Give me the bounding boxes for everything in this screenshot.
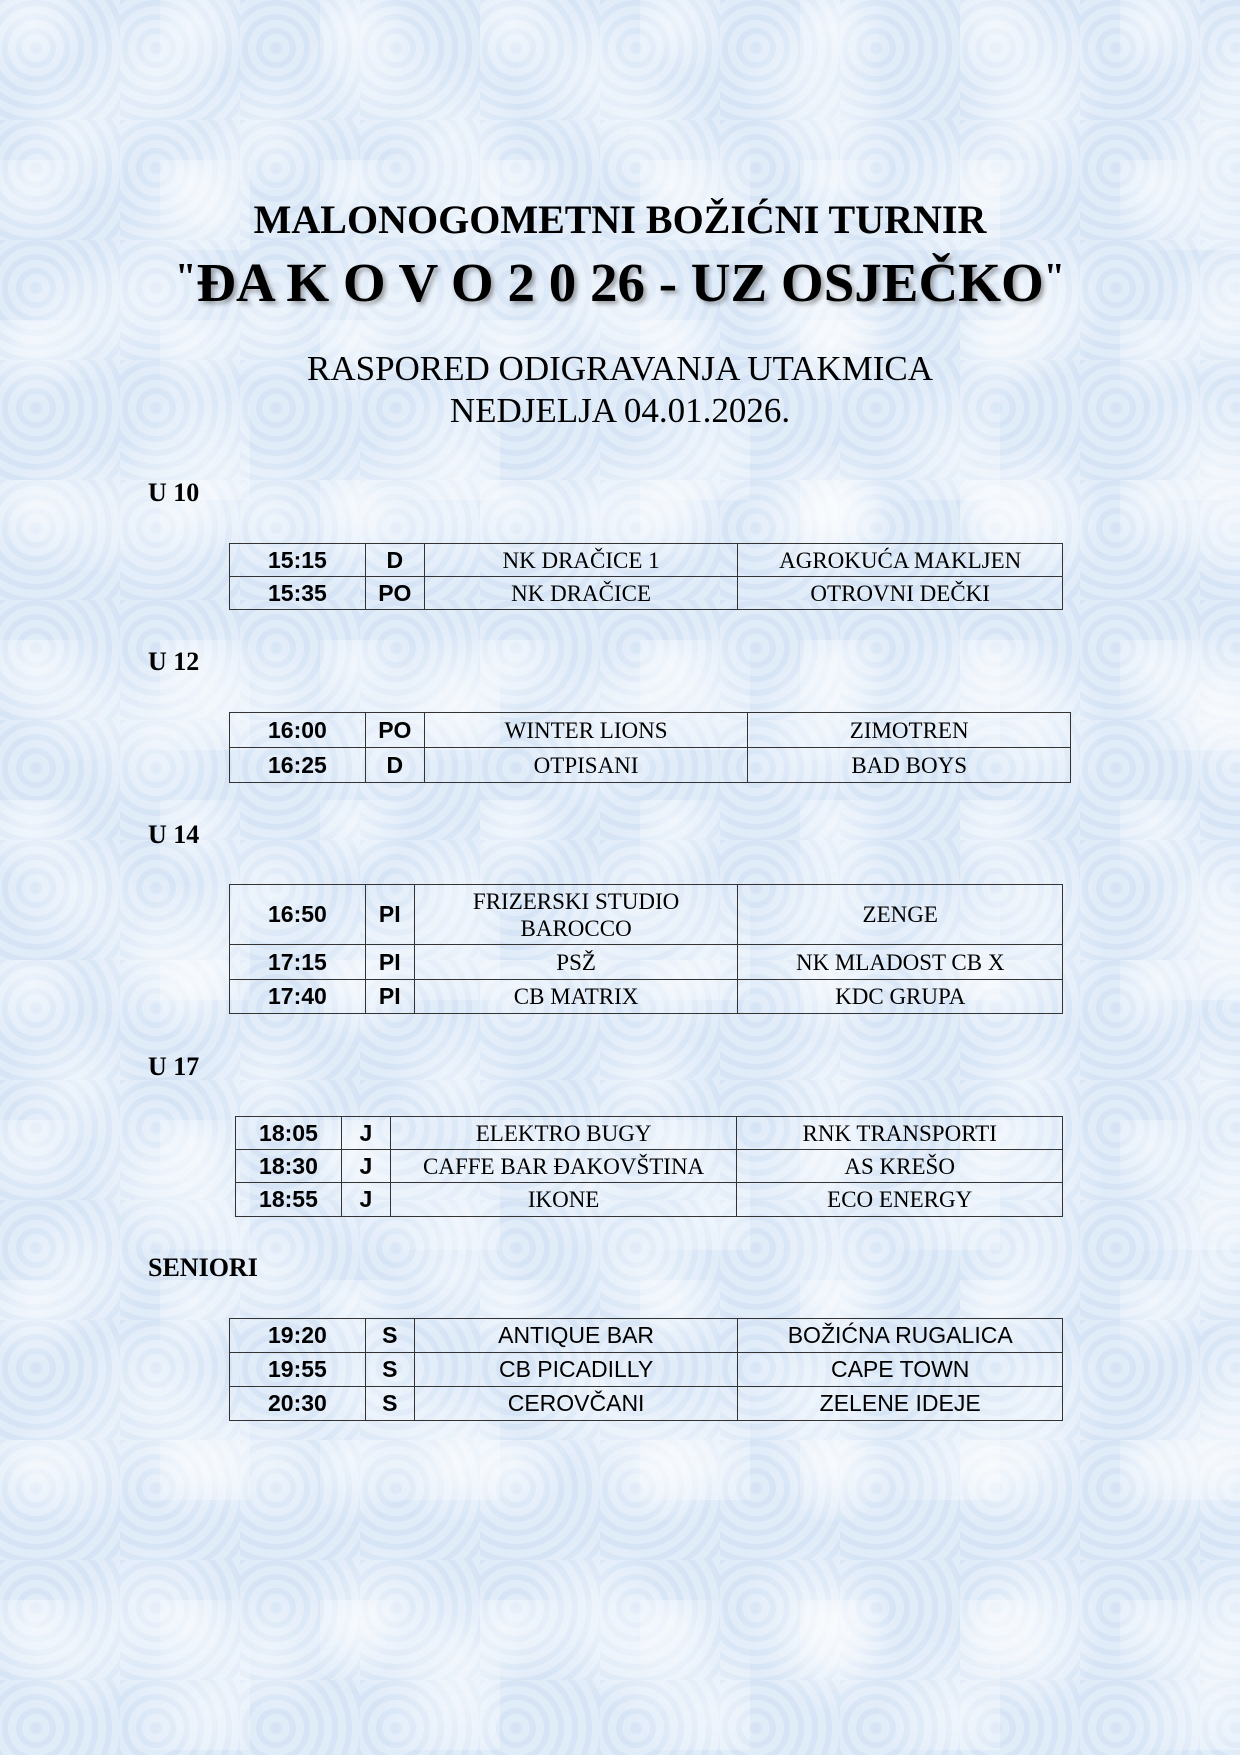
match-code: J <box>341 1183 390 1217</box>
match-code: PO <box>365 713 424 748</box>
table-row <box>230 1387 1063 1421</box>
match-code: PO <box>365 577 424 610</box>
match-code: S <box>365 1319 414 1353</box>
away-team: ZENGE <box>738 885 1063 945</box>
away-team: KDC GRUPA <box>738 980 1063 1014</box>
category-label-seniori: SENIORI <box>148 1253 258 1282</box>
match-time: 16:25 <box>230 748 366 783</box>
schedule-table-u14 <box>229 884 1063 1014</box>
away-team: ECO ENERGY <box>737 1183 1063 1217</box>
away-team: AS KREŠO <box>737 1150 1063 1183</box>
home-team: WINTER LIONS <box>424 713 748 748</box>
schedule-date: NEDJELJA 04.01.2026. <box>449 391 791 430</box>
schedule-table-u12 <box>229 712 1071 783</box>
away-team: RNK TRANSPORTI <box>737 1117 1063 1150</box>
match-time: 16:50 <box>230 885 366 945</box>
category-label-u10: U 10 <box>148 478 200 507</box>
home-team: ANTIQUE BAR <box>414 1319 738 1353</box>
schedule-table-u10 <box>229 543 1063 610</box>
table-row <box>230 544 1063 577</box>
away-team: OTROVNI DEČKI <box>738 577 1063 610</box>
tournament-name <box>0 246 1240 314</box>
home-team: FRIZERSKI STUDIO BAROCCO <box>414 885 738 945</box>
home-team: IKONE <box>390 1183 737 1217</box>
away-team: BOŽIĆNA RUGALICA <box>738 1319 1063 1353</box>
schedule-table-seniori <box>229 1318 1063 1421</box>
table-row <box>230 980 1063 1014</box>
match-time: 15:35 <box>230 577 366 610</box>
home-team: NK DRAČICE 1 <box>424 544 738 577</box>
table-row <box>230 1319 1063 1353</box>
match-code: S <box>365 1387 414 1421</box>
category-label-u12: U 12 <box>148 647 200 676</box>
match-code: D <box>365 748 424 783</box>
table-row <box>230 713 1071 748</box>
table-row <box>230 1353 1063 1387</box>
table-row <box>230 577 1063 610</box>
category-label-u14: U 14 <box>148 820 200 849</box>
table-row <box>230 945 1063 980</box>
home-team: CEROVČANI <box>414 1387 738 1421</box>
table-row <box>236 1183 1063 1217</box>
match-time: 19:20 <box>230 1319 366 1353</box>
match-time: 17:40 <box>230 980 366 1014</box>
tournament-title: MALONOGOMETNI BOŽIĆNI TURNIR <box>253 197 987 242</box>
table-row <box>230 748 1071 783</box>
table-row <box>230 885 1063 945</box>
match-time: 20:30 <box>230 1387 366 1421</box>
match-code: PI <box>365 945 414 980</box>
match-code: PI <box>365 980 414 1014</box>
home-team: CB MATRIX <box>414 980 738 1014</box>
schedule-table-u17 <box>235 1116 1063 1217</box>
away-team: BAD BOYS <box>748 748 1071 783</box>
open-quote: " <box>175 256 197 298</box>
away-team: CAPE TOWN <box>738 1353 1063 1387</box>
away-team: AGROKUĆA MAKLJEN <box>738 544 1063 577</box>
away-team: ZIMOTREN <box>748 713 1071 748</box>
match-time: 18:55 <box>236 1183 342 1217</box>
schedule-subtitle: RASPORED ODIGRAVANJA UTAKMICA <box>306 349 933 388</box>
home-team: CB PICADILLY <box>414 1353 738 1387</box>
match-time: 15:15 <box>230 544 366 577</box>
table-row <box>236 1150 1063 1183</box>
match-code: J <box>341 1150 390 1183</box>
match-time: 18:05 <box>236 1117 342 1150</box>
match-code: S <box>365 1353 414 1387</box>
close-quote: " <box>1043 256 1065 298</box>
category-label-u17: U 17 <box>148 1052 200 1081</box>
match-time: 19:55 <box>230 1353 366 1387</box>
match-code: PI <box>365 885 414 945</box>
table-row <box>236 1117 1063 1150</box>
tournament-name-text: ĐA K O V O 2 0 26 - UZ OSJEČKO <box>196 252 1044 313</box>
match-time: 17:15 <box>230 945 366 980</box>
home-team: ELEKTRO BUGY <box>390 1117 737 1150</box>
home-team: OTPISANI <box>424 748 748 783</box>
match-time: 18:30 <box>236 1150 342 1183</box>
match-time: 16:00 <box>230 713 366 748</box>
home-team: CAFFE BAR ĐAKOVŠTINA <box>390 1150 737 1183</box>
away-team: ZELENE IDEJE <box>738 1387 1063 1421</box>
home-team: PSŽ <box>414 945 738 980</box>
match-code: D <box>365 544 424 577</box>
away-team: NK MLADOST CB X <box>738 945 1063 980</box>
home-team: NK DRAČICE <box>424 577 738 610</box>
match-code: J <box>341 1117 390 1150</box>
